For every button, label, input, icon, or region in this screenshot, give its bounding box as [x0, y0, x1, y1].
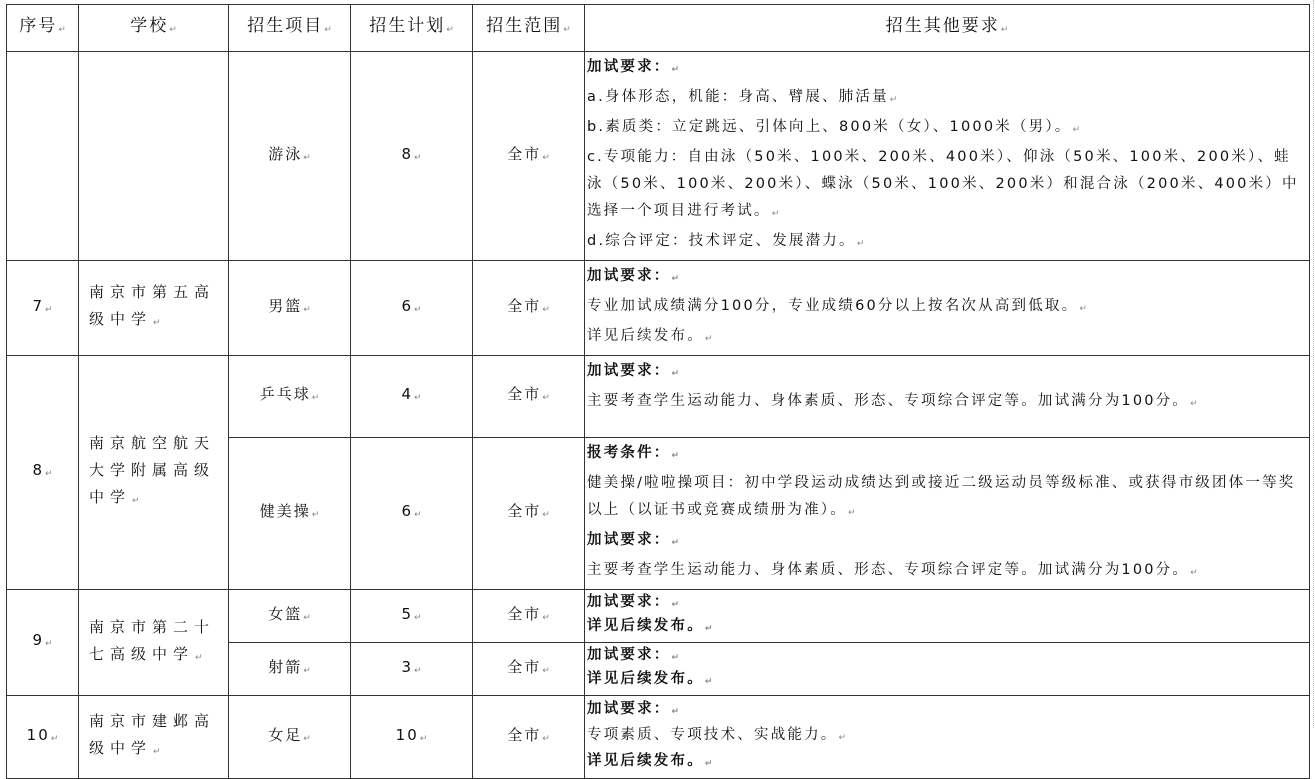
req-line: 主要考查学生运动能力、身体素质、形态、专项综合评定等。加试满分为100分。↵ — [587, 562, 1198, 578]
req-line: c.专项能力：自由泳（50米、100米、200米、400米）、仰泳（50米、100米、200米）、蛙泳（50米、100米、200米）、蝶泳（50米、100米、200米）和混合泳（200米、400米）中选择一个项目进行考试。↵ — [587, 149, 1299, 219]
enrollment-table-container — [6, 4, 1310, 779]
table-header-row — [7, 5, 1310, 52]
cell-range: 全市↵ — [473, 356, 585, 438]
header-plan: 招生计划↵ — [351, 5, 473, 52]
req-line: 专项素质、专项技术、实战能力。↵ — [587, 727, 847, 743]
cell-plan: 5↵ — [351, 590, 473, 643]
cell-project: 健美操↵ — [229, 438, 351, 590]
cell-plan: 6↵ — [351, 261, 473, 356]
header-school: 学校↵ — [79, 5, 229, 52]
req-line: 加试要求：↵ — [587, 532, 680, 548]
req-line: 详见后续发布。↵ — [587, 618, 713, 634]
cell-requirements — [585, 438, 1310, 590]
cell-no: 8↵ — [7, 356, 79, 590]
req-line: 加试要求：↵ — [587, 701, 680, 717]
cell-requirements — [585, 696, 1310, 779]
cell-no: 9↵ — [7, 590, 79, 696]
cell-requirements — [585, 643, 1310, 696]
header-range: 招生范围↵ — [473, 5, 585, 52]
req-line: 专业加试成绩满分100分，专业成绩60分以上按名次从高到低取。↵ — [587, 298, 1087, 314]
table-row — [7, 590, 1310, 643]
cell-project: 乒乓球↵ — [229, 356, 351, 438]
cell-project: 男篮↵ — [229, 261, 351, 356]
cell-school: 南京市第二十七高级中学↵ — [79, 590, 229, 696]
cell-requirements — [585, 261, 1310, 356]
cell-project: 游泳↵ — [229, 52, 351, 261]
req-line: a.身体形态，机能：身高、臂展、肺活量↵ — [587, 89, 898, 105]
cell-school: 南京航空航天大学附属高级中学↵ — [79, 356, 229, 590]
cell-requirements — [585, 590, 1310, 643]
req-line: 详见后续发布。↵ — [587, 753, 713, 769]
req-line: 加试要求：↵ — [587, 268, 680, 284]
cell-range: 全市↵ — [473, 438, 585, 590]
cell-plan: 6↵ — [351, 438, 473, 590]
req-line: d.综合评定：技术评定、发展潜力。↵ — [587, 233, 865, 249]
cell-no — [7, 52, 79, 261]
cell-no: 10↵ — [7, 696, 79, 779]
cell-range: 全市↵ — [473, 52, 585, 261]
req-line: 加试要求：↵ — [587, 59, 680, 75]
table-row — [7, 696, 1310, 779]
cell-school: 南京市建邺高级中学↵ — [79, 696, 229, 779]
req-line: 加试要求：↵ — [587, 363, 680, 379]
req-line: b.素质类：立定跳远、引体向上、800米（女）、1000米（男）。↵ — [587, 119, 1081, 135]
req-line: 详见后续发布。↵ — [587, 328, 713, 344]
req-line: 报考条件：↵ — [587, 445, 680, 461]
cell-range: 全市↵ — [473, 590, 585, 643]
cell-project: 射箭↵ — [229, 643, 351, 696]
cell-no: 7↵ — [7, 261, 79, 356]
header-other: 招生其他要求↵ — [585, 5, 1310, 52]
req-line: 加试要求：↵ — [587, 647, 680, 663]
req-line: 主要考查学生运动能力、身体素质、形态、专项综合评定等。加试满分为100分。↵ — [587, 393, 1198, 409]
cell-plan: 8↵ — [351, 52, 473, 261]
req-line: 健美操/啦啦操项目：初中学段运动成绩达到或接近二级运动员等级标准、或获得市级团体一等奖以上（以证书或竞赛成绩册为准）。↵ — [587, 475, 1296, 518]
table-row — [7, 356, 1310, 438]
header-project: 招生项目↵ — [229, 5, 351, 52]
cell-range: 全市↵ — [473, 643, 585, 696]
cell-school — [79, 52, 229, 261]
cell-range: 全市↵ — [473, 261, 585, 356]
cell-requirements — [585, 356, 1310, 438]
cell-school: 南京市第五高级中学↵ — [79, 261, 229, 356]
table-row — [7, 52, 1310, 261]
req-line: 详见后续发布。↵ — [587, 671, 713, 687]
table-row — [7, 261, 1310, 356]
req-line: 加试要求：↵ — [587, 594, 680, 610]
cell-project: 女足↵ — [229, 696, 351, 779]
cell-plan: 10↵ — [351, 696, 473, 779]
enrollment-table — [6, 4, 1310, 779]
header-no: 序号↵ — [7, 5, 79, 52]
cell-project: 女篮↵ — [229, 590, 351, 643]
cell-plan: 3↵ — [351, 643, 473, 696]
cell-range: 全市↵ — [473, 696, 585, 779]
cell-requirements — [585, 52, 1310, 261]
cell-plan: 4↵ — [351, 356, 473, 438]
